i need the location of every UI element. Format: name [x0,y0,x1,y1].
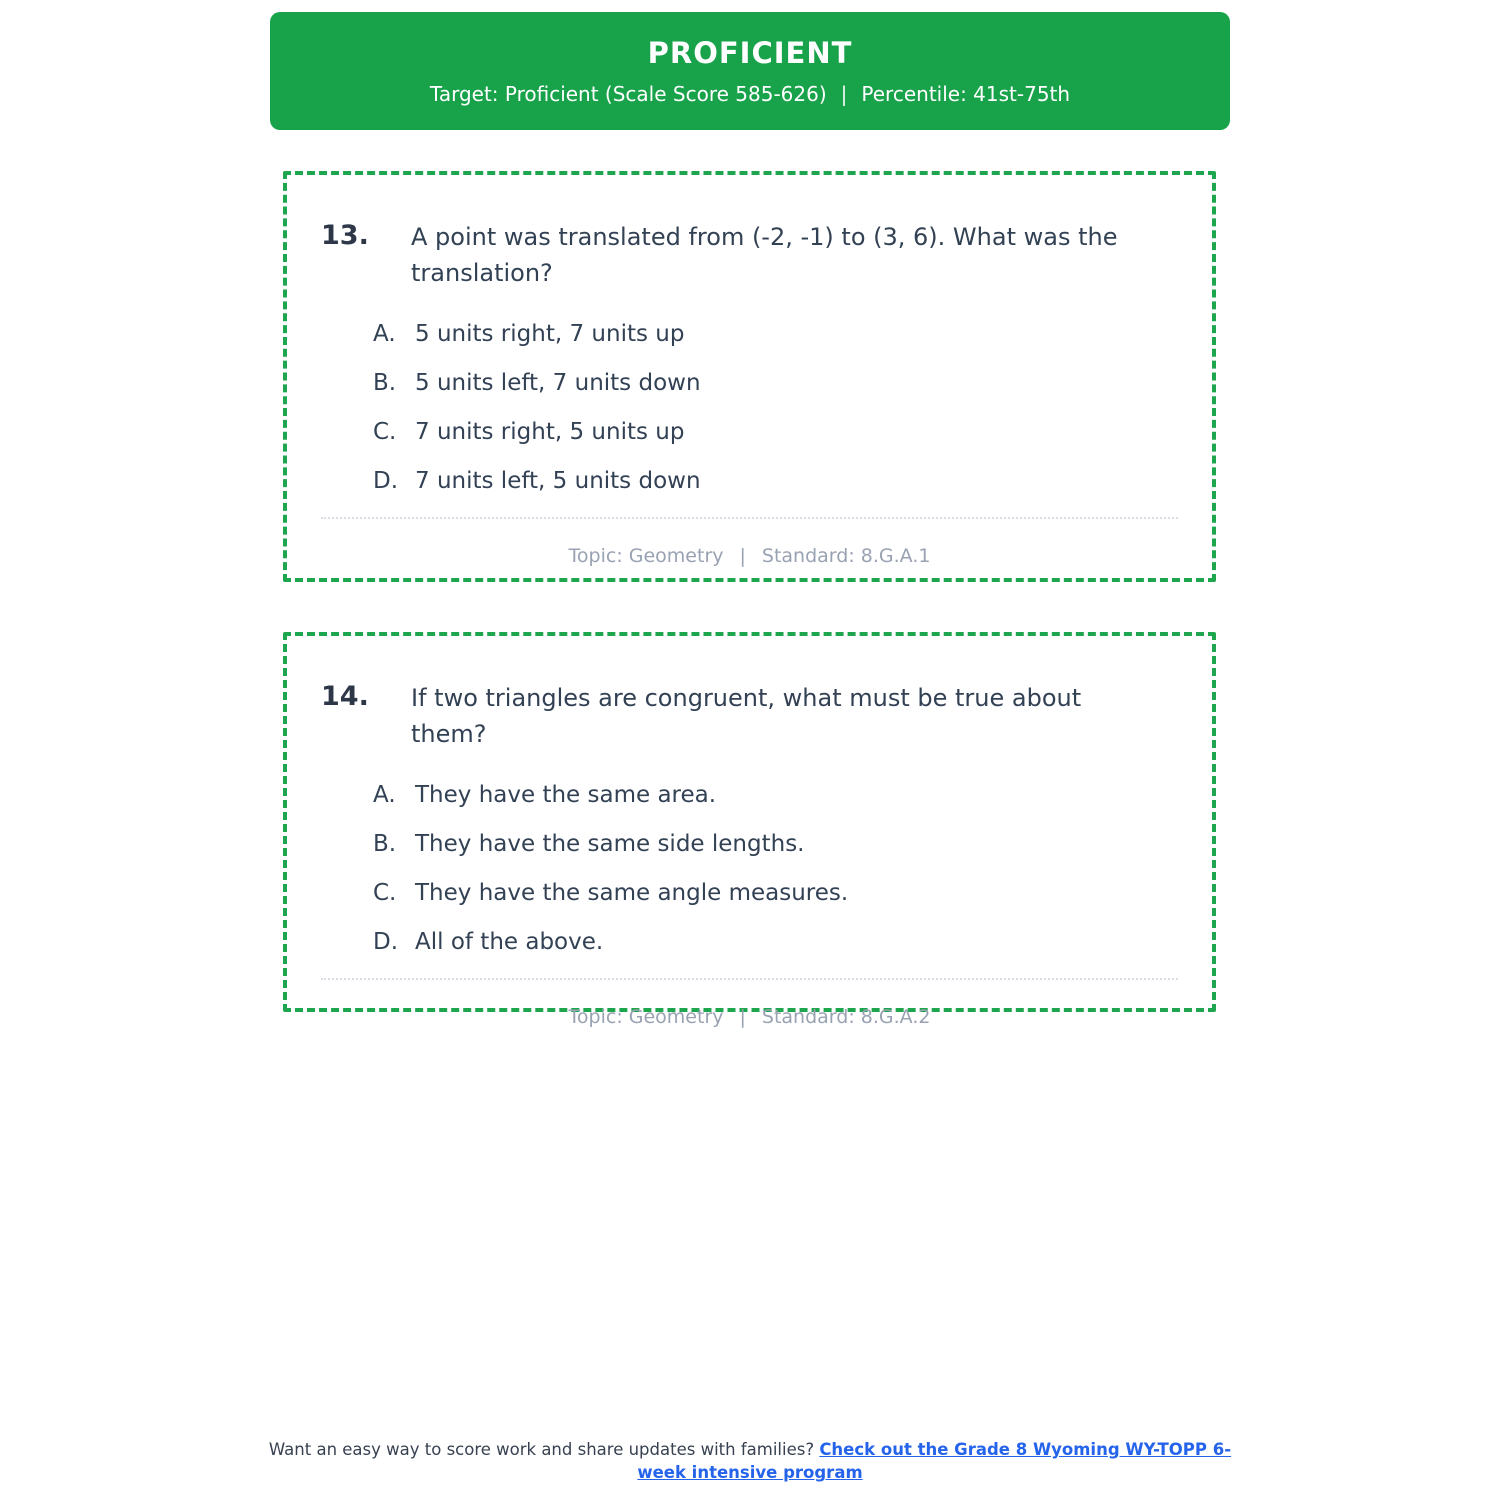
option-c-letter: C. [373,880,397,906]
option-a-letter: A. [373,321,396,347]
banner-separator: | [840,82,848,106]
option-d-text: 7 units left, 5 units down [415,468,701,494]
question-card-13 [283,171,1216,582]
topic-label: Topic: Geometry [568,545,724,567]
option-d-letter: D. [373,468,399,494]
banner-subtitle [430,82,1070,106]
option-d[interactable] [321,929,1178,955]
card-divider [321,517,1178,519]
standard-label: Standard: 8.G.A.2 [761,1006,931,1028]
standard-label: Standard: 8.G.A.1 [761,545,931,567]
option-c-letter: C. [373,419,397,445]
option-b-text: 5 units left, 7 units down [415,370,701,396]
topic-label: Topic: Geometry [568,1006,724,1028]
proficiency-banner [270,12,1230,130]
option-b[interactable] [321,831,1178,857]
banner-title: PROFICIENT [647,36,853,70]
meta-separator: | [739,1006,746,1028]
question-13-number: 13. [321,220,369,251]
question-13-row [321,219,1178,291]
card-divider [321,978,1178,980]
question-card-14 [283,632,1216,1028]
question-13-text: A point was translated from (-2, -1) to (3, 6). What was the translation? [411,223,1118,287]
option-a-text: They have the same area. [415,782,717,808]
option-c[interactable] [321,880,1178,906]
option-c-text: They have the same angle measures. [415,880,849,906]
question-14-number: 14. [321,681,369,712]
question-14-text: If two triangles are congruent, what must be true about them? [411,684,1082,748]
option-a-text: 5 units right, 7 units up [415,321,685,347]
option-c[interactable] [321,419,1178,445]
option-b[interactable] [321,370,1178,396]
question-14-options [321,782,1178,955]
footer-program-link[interactable]: Check out the Grade 8 Wyoming WY-TOPP 6-week intensive program [637,1440,1232,1483]
footer-promo [260,1438,1240,1485]
option-d-letter: D. [373,929,399,955]
banner-percentile-text: Percentile: 41st-75th [861,82,1071,106]
question-14-meta [321,1006,1178,1028]
meta-separator: | [739,545,746,567]
question-14-row [321,680,1178,752]
option-a-letter: A. [373,782,396,808]
question-13-meta [321,545,1178,567]
option-b-letter: B. [373,370,397,396]
option-b-letter: B. [373,831,397,857]
option-a[interactable] [321,321,1178,347]
option-c-text: 7 units right, 5 units up [415,419,685,445]
option-d-text: All of the above. [415,929,604,955]
footer-text: Want an easy way to score work and share updates with families? [268,1440,815,1459]
banner-target-text: Target: Proficient (Scale Score 585-626) [429,82,827,106]
option-b-text: They have the same side lengths. [415,831,805,857]
question-13-options [321,321,1178,494]
option-d[interactable] [321,468,1178,494]
option-a[interactable] [321,782,1178,808]
